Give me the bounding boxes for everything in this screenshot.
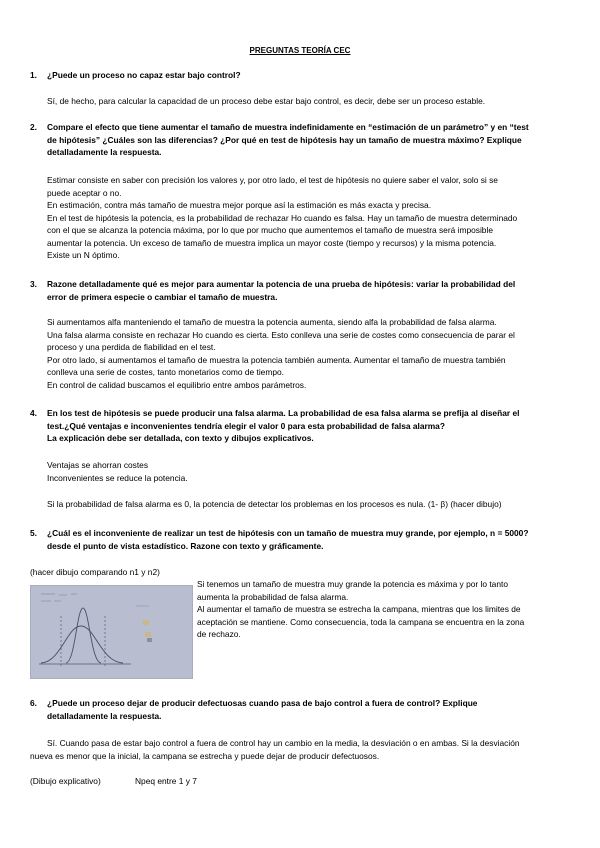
question-line: de hipótesis” ¿Cuáles son las diferencias? ¿Por qué en test de hipótesis hay un tamaño de muestra máximo? Explique	[47, 134, 522, 145]
question-number: 1.	[30, 70, 37, 80]
answer-line: aumenta la probabilidad de falsa alarma.	[197, 591, 349, 602]
answer-line: conlleva una serie de costes, tanto monetarios como de tiempo.	[47, 367, 284, 377]
answer-line: aumentar la potencia. Un exceso de tamaño de muestra implica un mayor coste (tiempo y recursos) y la misma potencia.	[47, 237, 497, 248]
answer-line: Por otro lado, si aumentamos el tamaño de muestra la potencia también aumenta. Aumentar el tamaño de muestra también	[47, 354, 506, 365]
question-number: 5.	[30, 528, 37, 538]
answer-line: Inconvenientes se reduce la potencia.	[47, 472, 188, 483]
answer-line: de rechazo.	[197, 629, 241, 640]
question-6	[30, 697, 578, 722]
question-line: detalladamente la respuesta.	[47, 710, 162, 721]
bell-curves-sketch-icon	[31, 586, 192, 678]
question-number: 2.	[30, 122, 37, 132]
answer-line: En control de calidad buscamos el equilibrio entre ambos parámetros.	[47, 379, 307, 390]
answer-line: Sí. Cuando pasa de estar bajo control a fuera de control hay un cambio en la media, la desviación o en ambas. Si la desviación	[47, 738, 520, 748]
question-line: En los test de hipótesis se puede producir una falsa alarma. La probabilidad de esa falsa alarma se prefija al diseñar el	[47, 408, 520, 418]
question-number: 3.	[30, 279, 37, 289]
answer-line: Si tenemos un tamaño de muestra muy grande la potencia es máxima y por lo tanto	[197, 579, 508, 589]
answer-line: nueva es menor que la inicial, la campana se estrecha y puede dejar de producir defectuosos.	[30, 750, 380, 761]
question-4	[30, 407, 578, 445]
answer-6	[30, 737, 578, 762]
answer-line: Una falsa alarma consiste en rechazar Ho cuando es cierta. Esto conlleva una serie de costes como consecuencia de parar el	[47, 329, 515, 340]
answer-line: Si la probabilidad de falsa alarma es 0, la potencia de detectar los problemas en los procesos es nula. (1- β) (hacer dibujo)	[47, 499, 502, 509]
footer-npeq-note: Npeq entre 1 y 7	[135, 776, 197, 786]
question-line: detalladamente la respuesta.	[47, 147, 162, 157]
answer-line: Sí, de hecho, para calcular la capacidad de un proceso debe estar bajo control, es decir, debe ser un proceso estable.	[47, 96, 486, 106]
question-5	[30, 527, 578, 552]
answer-4	[47, 459, 578, 484]
drawing-note: (hacer dibujo comparando n1 y n2)	[30, 567, 160, 577]
answer-2	[47, 174, 578, 262]
answer-line: Estimar consiste en saber con precisión los valores y, por otro lado, el test de hipótesis no quiere saber el valor, solo si se	[47, 175, 498, 185]
hand-drawn-sketch-image	[30, 585, 193, 679]
answer-line: En el test de hipótesis la potencia, es la probabilidad de rechazar Ho cuando es falsa. Hay un tamaño de muestra determinado	[47, 212, 518, 223]
footer-drawing-note: (Dibujo explicativo)	[30, 776, 101, 786]
answer-line: con el que se alcanza la potencia máxima, por lo que por mucho que aumentemos el tamaño de muestra será imposible	[47, 225, 493, 235]
question-line: desde el punto de vista estadístico. Razone con texto y gráficamente.	[47, 540, 324, 551]
answer-line: aceptación se mantiene. Como consecuencia, toda la campana se encuentra en la zona	[197, 616, 525, 627]
question-3	[30, 278, 578, 303]
answer-line: En estimación, contra más tamaño de muestra mejor porque así la estimación es más exacta y precisa.	[47, 200, 432, 210]
answer-line: puede aceptar o no.	[47, 187, 122, 198]
question-number: 4.	[30, 408, 37, 418]
answer-3	[47, 316, 578, 391]
page-title: PREGUNTAS TEORÍA CEC	[249, 46, 351, 55]
answer-5	[197, 578, 578, 641]
answer-1	[47, 95, 578, 108]
question-number: 6.	[30, 698, 37, 708]
answer-line: Ventajas se ahorran costes	[47, 460, 149, 470]
question-line: Razone detalladamente qué es mejor para aumentar la potencia de una prueba de hipótesis: variar la probabilidad del	[47, 279, 516, 289]
question-1	[30, 69, 578, 82]
question-text: ¿Puede un proceso no capaz estar bajo control?	[47, 70, 241, 80]
question-line: ¿Cuál es el inconveniente de realizar un test de hipótesis con un tamaño de muestra muy grande, por ejemplo, n = 5000?	[47, 528, 529, 538]
question-2	[30, 121, 578, 159]
question-line: ¿Puede un proceso dejar de producir defectuosas cuando pasa de bajo control a fuera de control? Explique	[47, 698, 478, 708]
question-line: Compare el efecto que tiene aumentar el tamaño de muestra indefinidamente en “estimación de un parámetro” y en “test	[47, 122, 529, 132]
answer-line: proceso y una perdida de fiabilidad en el test.	[47, 342, 216, 352]
question-line: error de primera especie o cambiar el tamaño de muestra.	[47, 291, 278, 302]
question-line: La explicación debe ser detallada, con texto y dibujos explicativos.	[47, 433, 314, 443]
answer-line: Existe un N óptimo.	[47, 250, 120, 260]
question-line: test.¿Qué ventajas e inconvenientes tendría elegir el valor 0 para esta probabilidad de falsa alarma?	[47, 420, 445, 431]
answer-line: Si aumentamos alfa manteniendo el tamaño de muestra la potencia aumenta, siendo alfa la probabilidad de falsa alarma.	[47, 317, 497, 327]
answer-line: Al aumentar el tamaño de muestra se estrecha la campana, mientras que los limites de	[197, 604, 521, 615]
answer-4-extra	[47, 498, 578, 511]
